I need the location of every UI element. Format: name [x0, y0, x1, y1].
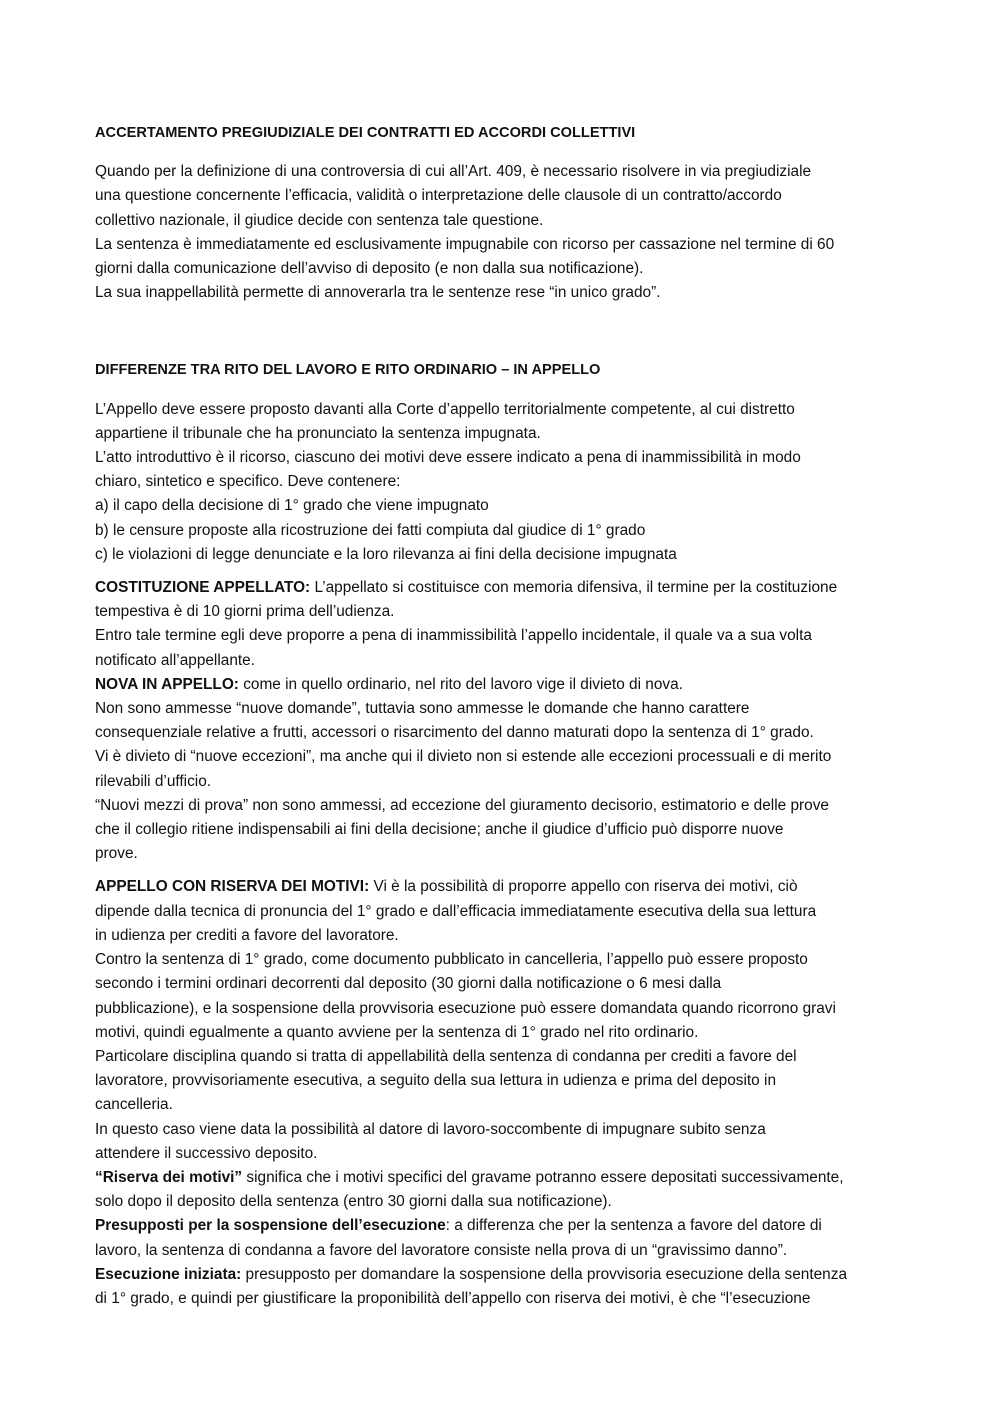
- paragraph-costituzione-nova: [95, 576, 910, 866]
- text-line: giorni dalla comunicazione dell’avviso di deposito (e non dalla sua notificazione).: [95, 260, 644, 278]
- text-line: Entro tale termine egli deve proporre a pena di inammissibilità l’appello incidentale, il quale va a sua volta: [95, 627, 812, 645]
- text-line: solo dopo il deposito della sentenza (entro 30 giorni dalla sua notificazione).: [95, 1193, 612, 1211]
- text-line: chiaro, sintetico e specifico. Deve contenere:: [95, 473, 401, 491]
- list-item-a: a) il capo della decisione di 1° grado che viene impugnato: [95, 497, 489, 515]
- text-line: di 1° grado, e quindi per giustificare la proponibilità dell’appello con riserva dei motivi, è che “l’esecuzione: [95, 1289, 811, 1307]
- text-line: Quando per la definizione di una controversia di cui all’Art. 409, è necessario risolvere in via pregiudiziale: [95, 163, 812, 181]
- text-line: In questo caso viene data la possibilità al datore di lavoro-soccombente di impugnare subito senza: [95, 1120, 766, 1138]
- text-run: Vi è la possibilità di proporre appello con riserva dei motivi, ciò: [369, 878, 798, 896]
- text-line: notificato all’appellante.: [95, 651, 256, 669]
- text-line: in udienza per crediti a favore del lavoratore.: [95, 926, 399, 944]
- text-line: [95, 1166, 910, 1190]
- text-line: appartiene il tribunale che ha pronunciato la sentenza impugnata.: [95, 424, 541, 442]
- text-line: Contro la sentenza di 1° grado, come documento pubblicato in cancelleria, l’appello può essere proposto: [95, 951, 808, 969]
- list-item-b: b) le censure proposte alla ricostruzione dei fatti compiuta dal giudice di 1° grado: [95, 521, 646, 539]
- label-nova: NOVA IN APPELLO:: [95, 675, 239, 693]
- section-title-differenze: DIFFERENZE TRA RITO DEL LAVORO E RITO ORDINARIO – IN APPELLO: [95, 362, 601, 379]
- text-line: [95, 1263, 910, 1287]
- label-appello-riserva: APPELLO CON RISERVA DEI MOTIVI:: [95, 878, 370, 896]
- text-run: presupposto per domandare la sospensione della provvisoria esecuzione della sentenza: [241, 1265, 848, 1283]
- document-page: [95, 121, 910, 1320]
- text-line: rilevabili d’ufficio.: [95, 772, 212, 790]
- label-esecuzione: Esecuzione iniziata:: [95, 1265, 242, 1283]
- section-spacer: [95, 314, 910, 358]
- paragraph-appello-intro: [95, 398, 910, 567]
- section-title-accertamento: ACCERTAMENTO PREGIUDIZIALE DEI CONTRATTI ED ACCORDI COLLETTIVI: [95, 125, 636, 141]
- text-line: L’Appello deve essere proposto davanti alla Corte d’appello territorialmente competente, al cui distretto: [95, 400, 795, 418]
- text-line: lavoratore, provvisoriamente esecutiva, a seguito della sua lettura in udienza e prima del deposito in: [95, 1072, 776, 1090]
- list-item-c: c) le violazioni di legge denunciate e la loro rilevanza ai fini della decisione impugnata: [95, 545, 677, 563]
- text-line: [95, 673, 910, 697]
- text-line: Vi è divieto di “nuove eccezioni”, ma anche qui il divieto non si estende alle eccezioni processuali e di merito: [95, 748, 832, 766]
- text-line: attendere il successivo deposito.: [95, 1144, 318, 1162]
- text-line: L’atto introduttivo è il ricorso, ciascuno dei motivi deve essere indicato a pena di inammissibilità in modo: [95, 449, 801, 467]
- text-run: significa che i motivi specifici del gravame potranno essere depositati successivamente,: [242, 1168, 844, 1186]
- text-run: : a differenza che per la sentenza a favore del datore di: [445, 1217, 822, 1235]
- text-line: lavoro, la sentenza di condanna a favore del lavoratore consiste nella prova di un “gravissimo danno”.: [95, 1241, 788, 1259]
- paragraph-riserva: [95, 875, 910, 1311]
- text-line: [95, 875, 910, 899]
- text-line: tempestiva è di 10 giorni prima dell’udienza.: [95, 603, 395, 621]
- text-run: come in quello ordinario, nel rito del lavoro vige il divieto di nova.: [238, 675, 683, 693]
- text-line: Non sono ammesse “nuove domande”, tuttavia sono ammesse le domande che hanno carattere: [95, 700, 750, 718]
- text-line: secondo i termini ordinari decorrenti dal deposito (30 giorni dalla notificazione o 6 mesi dalla: [95, 975, 722, 993]
- label-costituzione: COSTITUZIONE APPELLATO:: [95, 579, 311, 597]
- text-line: motivi, quindi egualmente a quanto avviene per la sentenza di 1° grado nel rito ordinario.: [95, 1023, 699, 1041]
- text-line: prove.: [95, 845, 138, 863]
- text-line: La sua inappellabilità permette di annoverarla tra le sentenze rese “in unico grado”.: [95, 284, 661, 302]
- text-line: [95, 1214, 910, 1238]
- text-line: cancelleria.: [95, 1096, 173, 1114]
- text-line: che il collegio ritiene indispensabili ai fini della decisione; anche il giudice d’ufficio può disporre nuove: [95, 821, 784, 839]
- text-line: una questione concernente l’efficacia, validità o interpretazione delle clausole di un contratto/accordo: [95, 187, 782, 205]
- paragraph-accertamento: [95, 160, 910, 305]
- text-line: collettivo nazionale, il giudice decide con sentenza tale questione.: [95, 211, 544, 229]
- text-run: L’appellato si costituisce con memoria difensiva, il termine per la costituzione: [310, 579, 838, 597]
- text-line: Particolare disciplina quando si tratta di appellabilità della sentenza di condanna per crediti a favore del: [95, 1047, 797, 1065]
- text-line: pubblicazione), e la sospensione della provvisoria esecuzione può essere domandata quando ricorrono gravi: [95, 999, 836, 1017]
- text-line: “Nuovi mezzi di prova” non sono ammessi, ad eccezione del giuramento decisorio, estimatorio e delle prove: [95, 796, 829, 814]
- text-line: [95, 576, 910, 600]
- text-line: dipende dalla tecnica di pronuncia del 1° grado e dall’efficacia immediatamente esecutiva della sua lettura: [95, 902, 817, 920]
- label-riserva-motivi: “Riserva dei motivi”: [95, 1168, 243, 1186]
- label-presupposti: Presupposti per la sospensione dell’esecuzione: [95, 1217, 446, 1235]
- text-line: La sentenza è immediatamente ed esclusivamente impugnabile con ricorso per cassazione nel termine di 60: [95, 235, 835, 253]
- text-line: consequenziale relative a frutti, accessori o risarcimento del danno maturati dopo la sentenza di 1° grado.: [95, 724, 814, 742]
